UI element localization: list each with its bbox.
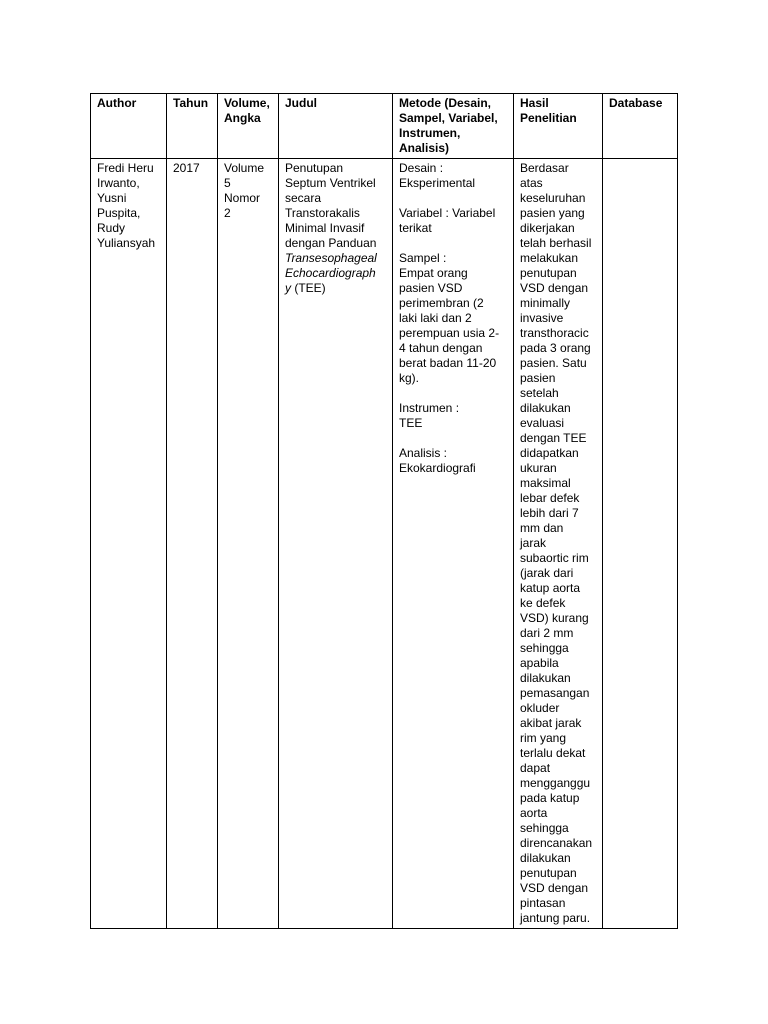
metode-analisis: Analisis : Ekokardiografi [399,446,476,475]
cell-judul [279,159,393,929]
header-judul: Judul [279,94,393,159]
metode-variabel: Variabel : Variabel terikat [399,206,496,235]
header-volume-angka: Volume, Angka [218,94,279,159]
header-tahun: Tahun [167,94,218,159]
metode-desain: Desain : Eksperimental [399,161,476,190]
metode-sampel: Sampel : Empat orang pasien VSD perimembran (2 laki laki dan 2 perempuan usia 2- 4 tahun dengan berat badan 11-20 kg). [399,251,500,385]
header-author: Author [91,94,167,159]
literature-review-table [90,93,678,929]
metode-instrumen: Instrumen : TEE [399,401,460,430]
cell-author: Fredi Heru Irwanto, Yusni Puspita, Rudy Yuliansyah [91,159,167,929]
cell-tahun: 2017 [167,159,218,929]
judul-italic-text: Transesophageal Echocardiograph y [285,251,377,295]
table-row [91,159,678,929]
cell-volume: Volume 5 Nomor 2 [218,159,279,929]
header-hasil-penelitian: Hasil Penelitian [514,94,603,159]
judul-suffix-text: (TEE) [291,281,326,295]
judul-text: Penutupan Septum Ventrikel secara Transtorakalis Minimal Invasif dengan Panduan [285,161,377,250]
header-metode: Metode (Desain, Sampel, Variabel, Instrumen, Analisis) [393,94,514,159]
header-database: Database [603,94,678,159]
cell-hasil-penelitian: Berdasar atas keseluruhan pasien yang dikerjakan telah berhasil melakukan penutupan VSD dengan minimally invasive transthoracic pada 3 orang pasien. Satu pasien setelah dilakukan evaluasi dengan TEE didapatkan ukuran maksimal lebar defek lebih dari 7 mm dan jarak subaortic rim (jarak dari katup aorta ke defek VSD) kurang dari 2 mm sehingga apabila dilakukan pemasangan okluder akibat jarak rim yang terlalu dekat dapat mengganggu pada katup aorta sehingga direncanakan dilakukan penutupan VSD dengan pintasan jantung paru. [514,159,603,929]
table-header-row [91,94,678,159]
cell-metode [393,159,514,929]
cell-database [603,159,678,929]
